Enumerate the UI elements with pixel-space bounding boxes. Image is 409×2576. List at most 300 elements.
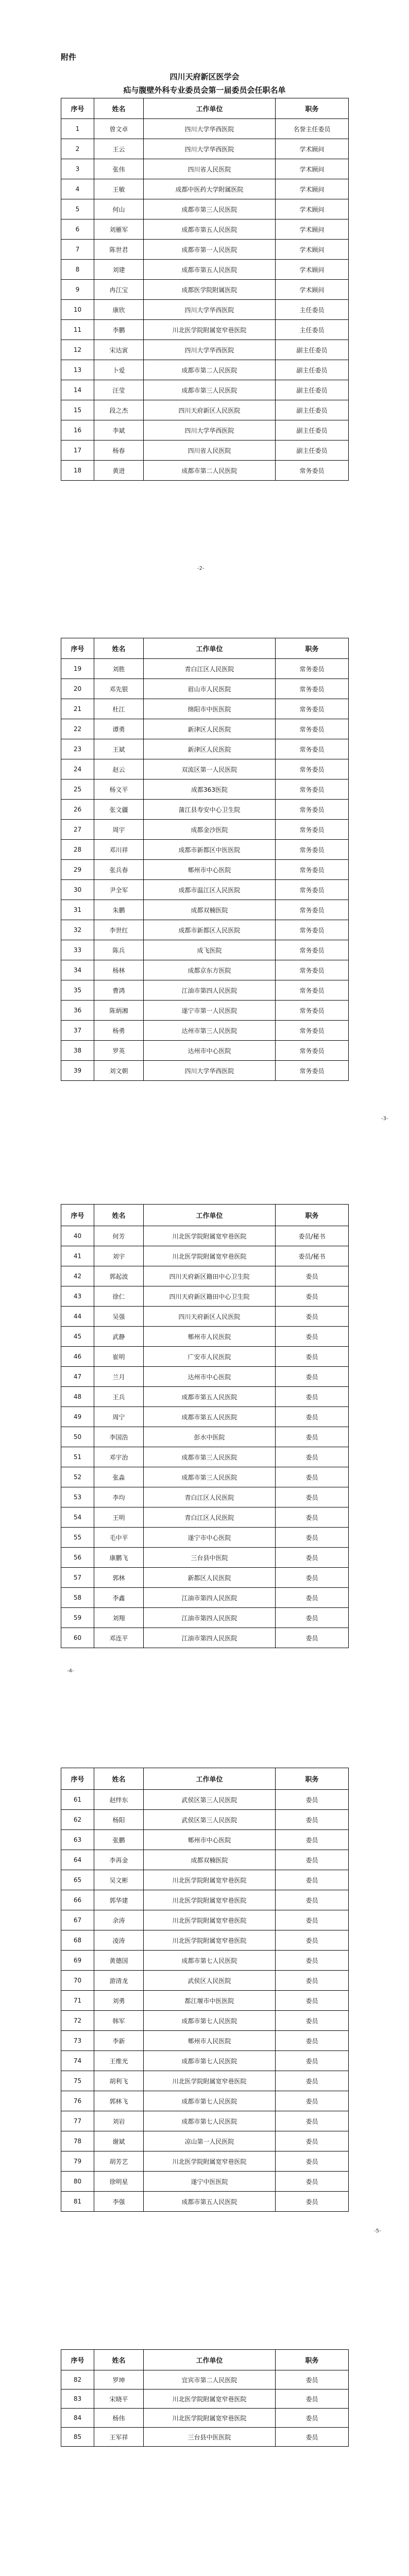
cell-seq: 10 (61, 300, 94, 320)
cell-name: 朱鹏 (94, 900, 144, 920)
table-row (61, 960, 349, 980)
cell-name: 赵绊东 (94, 1790, 144, 1810)
cell-seq: 58 (61, 1588, 94, 1608)
cell-unit: 川北医学院附属宽窄巷医院 (144, 2151, 276, 2172)
cell-name: 张淼 (94, 1467, 144, 1487)
cell-name: 宋达寅 (94, 340, 144, 360)
cell-role: 委员 (276, 1266, 349, 1286)
cell-role: 委员 (276, 1387, 349, 1407)
cell-role: 委员 (276, 2409, 349, 2428)
cell-unit: 新津区人民医院 (144, 719, 276, 739)
table-row (61, 920, 349, 940)
cell-unit: 四川大学华西医院 (144, 119, 276, 139)
cell-role: 常务委员 (276, 719, 349, 739)
cell-name: 刘文朝 (94, 1061, 144, 1081)
cell-name: 刘勇 (94, 1991, 144, 2011)
cell-name: 郭林飞 (94, 2091, 144, 2111)
table-row (61, 2192, 349, 2212)
cell-seq: 52 (61, 1467, 94, 1487)
table-row (61, 1286, 349, 1307)
cell-seq: 83 (61, 2389, 94, 2409)
cell-role: 委员 (276, 1608, 349, 1628)
cell-unit: 三台县中医院 (144, 1548, 276, 1568)
cell-seq: 29 (61, 860, 94, 880)
cell-name: 郭华建 (94, 1890, 144, 1910)
cell-unit: 成都市第三人民医院 (144, 380, 276, 400)
cell-role: 委员 (276, 1810, 349, 1830)
table-row (61, 1850, 349, 1870)
cell-seq: 21 (61, 699, 94, 719)
table-row (61, 2370, 349, 2389)
cell-seq: 66 (61, 1890, 94, 1910)
cell-unit: 遂宁市第一人民医院 (144, 1001, 276, 1021)
cell-role: 常务委员 (276, 900, 349, 920)
cell-seq: 1 (61, 119, 94, 139)
table-row (61, 1021, 349, 1041)
cell-name: 李斌 (94, 420, 144, 440)
cell-unit: 遂宁中医医院 (144, 2172, 276, 2192)
cell-name: 周宁 (94, 1407, 144, 1427)
cell-role: 委员 (276, 1447, 349, 1467)
cell-seq: 81 (61, 2192, 94, 2212)
cell-role: 委员 (276, 1991, 349, 2011)
cell-role: 常务委员 (276, 739, 349, 759)
cell-seq: 42 (61, 1266, 94, 1286)
cell-seq: 19 (61, 659, 94, 679)
cell-seq: 46 (61, 1347, 94, 1367)
cell-seq: 55 (61, 1528, 94, 1548)
cell-role: 学术顾问 (276, 199, 349, 219)
cell-name: 余涛 (94, 1910, 144, 1930)
table-row (61, 699, 349, 719)
cell-unit: 川北医学院附属宽窄巷医院 (144, 2409, 276, 2428)
table-row (61, 659, 349, 679)
cell-seq: 30 (61, 880, 94, 900)
cell-role: 委员 (276, 1507, 349, 1528)
cell-role: 副主任委员 (276, 420, 349, 440)
table-row (61, 2409, 349, 2428)
cell-unit: 川北医学院附属宽窄巷医院 (144, 2071, 276, 2091)
cell-seq: 20 (61, 679, 94, 699)
cell-name: 胡利飞 (94, 2071, 144, 2091)
cell-name: 陈世君 (94, 240, 144, 260)
cell-name: 游清龙 (94, 1971, 144, 1991)
cell-unit: 江油市第四人民医院 (144, 1588, 276, 1608)
cell-seq: 17 (61, 440, 94, 461)
cell-unit: 三台县中医医院 (144, 2428, 276, 2447)
cell-role: 常务委员 (276, 800, 349, 820)
table-row (61, 1487, 349, 1507)
table-row (61, 759, 349, 779)
cell-role: 常务委员 (276, 779, 349, 800)
roster-table-page-2 (61, 638, 349, 1081)
table-row (61, 2071, 349, 2091)
cell-unit: 四川天府新区人民医院 (144, 1307, 276, 1327)
cell-role: 常务委员 (276, 940, 349, 960)
table-row (61, 119, 349, 139)
table-row (61, 2031, 349, 2051)
cell-seq: 76 (61, 2091, 94, 2111)
cell-role: 委员 (276, 2389, 349, 2409)
cell-name: 尹全军 (94, 880, 144, 900)
cell-unit: 成都市第七人民医院 (144, 2011, 276, 2031)
table-row (61, 1427, 349, 1447)
cell-name: 张兵春 (94, 860, 144, 880)
cell-seq: 64 (61, 1850, 94, 1870)
cell-unit: 蒲江县寿安中心卫生院 (144, 800, 276, 820)
table-row (61, 159, 349, 179)
cell-name: 杨春 (94, 440, 144, 461)
cell-seq: 51 (61, 1447, 94, 1467)
cell-unit: 青白江区人民医院 (144, 659, 276, 679)
cell-name: 段之杰 (94, 400, 144, 420)
cell-unit: 郫州市人民医院 (144, 2031, 276, 2051)
column-header-unit: 工作单位 (144, 1205, 276, 1226)
attachment-label: 附件 (61, 53, 77, 62)
cell-seq: 82 (61, 2370, 94, 2389)
table-row (61, 1910, 349, 1930)
table-row (61, 840, 349, 860)
cell-name: 李均 (94, 1487, 144, 1507)
cell-name: 何山 (94, 199, 144, 219)
cell-name: 王云 (94, 139, 144, 159)
table-row (61, 1930, 349, 1951)
page-number: -3- (381, 1116, 388, 1122)
cell-unit: 四川大学华西医院 (144, 139, 276, 159)
cell-unit: 成都363医院 (144, 779, 276, 800)
cell-unit: 成都市第五人民医院 (144, 1387, 276, 1407)
cell-unit: 四川省人民医院 (144, 159, 276, 179)
cell-unit: 绵阳市中医医院 (144, 699, 276, 719)
cell-name: 邓先银 (94, 679, 144, 699)
cell-role: 副主任委员 (276, 340, 349, 360)
table-row (61, 199, 349, 219)
table-row (61, 1061, 349, 1081)
table-row (61, 1890, 349, 1910)
table-row (61, 1830, 349, 1850)
cell-role: 副主任委员 (276, 440, 349, 461)
cell-name: 韩军 (94, 2011, 144, 2031)
cell-role: 常务委员 (276, 461, 349, 481)
cell-name: 卜爱 (94, 360, 144, 380)
page-number: -2- (197, 566, 204, 571)
column-header-role: 职务 (276, 1768, 349, 1790)
cell-name: 刘胜 (94, 659, 144, 679)
table-row (61, 1608, 349, 1628)
cell-seq: 15 (61, 400, 94, 420)
cell-unit: 江油市第四人民医院 (144, 1608, 276, 1628)
table-row (61, 300, 349, 320)
cell-unit: 成都市第七人民医院 (144, 2051, 276, 2071)
column-header-role: 职务 (276, 2350, 349, 2370)
cell-name: 曹鸿 (94, 980, 144, 1001)
cell-unit: 四川大学华西医院 (144, 340, 276, 360)
cell-unit: 都江堰市中医医院 (144, 1991, 276, 2011)
cell-name: 杨文平 (94, 779, 144, 800)
cell-role: 常务委员 (276, 920, 349, 940)
cell-name: 曾文卓 (94, 119, 144, 139)
cell-name: 刘建 (94, 260, 144, 280)
table-row (61, 380, 349, 400)
cell-seq: 73 (61, 2031, 94, 2051)
cell-name: 郭起波 (94, 1266, 144, 1286)
cell-unit: 凉山第一人民医院 (144, 2131, 276, 2151)
cell-seq: 47 (61, 1367, 94, 1387)
cell-role: 常务委员 (276, 1021, 349, 1041)
cell-seq: 27 (61, 820, 94, 840)
cell-name: 李鑫 (94, 1588, 144, 1608)
cell-role: 副主任委员 (276, 400, 349, 420)
cell-seq: 16 (61, 420, 94, 440)
cell-name: 李国浩 (94, 1427, 144, 1447)
cell-unit: 四川天府新区籍田中心卫生院 (144, 1286, 276, 1307)
cell-unit: 江油市第四人民医院 (144, 1628, 276, 1648)
cell-name: 张鹏 (94, 1830, 144, 1850)
cell-unit: 眉山市人民医院 (144, 679, 276, 699)
cell-seq: 69 (61, 1951, 94, 1971)
cell-seq: 6 (61, 219, 94, 240)
table-header-row (61, 2350, 349, 2370)
cell-seq: 61 (61, 1790, 94, 1810)
table-row (61, 260, 349, 280)
cell-name: 吴文彬 (94, 1870, 144, 1890)
cell-seq: 63 (61, 1830, 94, 1850)
cell-seq: 23 (61, 739, 94, 759)
table-row (61, 1971, 349, 1991)
cell-name: 刘翔 (94, 1608, 144, 1628)
cell-seq: 41 (61, 1246, 94, 1266)
table-row (61, 280, 349, 300)
cell-role: 学术顾问 (276, 280, 349, 300)
table-row (61, 679, 349, 699)
cell-seq: 68 (61, 1930, 94, 1951)
table-row (61, 2151, 349, 2172)
cell-unit: 四川天府新区人民医院 (144, 400, 276, 420)
cell-role: 委员 (276, 1307, 349, 1327)
cell-seq: 74 (61, 2051, 94, 2071)
column-header-unit: 工作单位 (144, 1768, 276, 1790)
table-row (61, 1790, 349, 1810)
cell-unit: 成都市第五人民医院 (144, 219, 276, 240)
cell-role: 主任委员 (276, 300, 349, 320)
roster-table-page-3 (61, 1204, 349, 1648)
table-header-row (61, 1205, 349, 1226)
cell-role: 委员 (276, 1327, 349, 1347)
cell-name: 徐明星 (94, 2172, 144, 2192)
cell-seq: 7 (61, 240, 94, 260)
cell-role: 常务委员 (276, 1001, 349, 1021)
table-row (61, 1347, 349, 1367)
cell-role: 委员 (276, 1870, 349, 1890)
table-row (61, 1467, 349, 1487)
cell-unit: 成都双楠医院 (144, 1850, 276, 1870)
column-header-unit: 工作单位 (144, 2350, 276, 2370)
cell-name: 杨阳 (94, 1810, 144, 1830)
cell-unit: 成都市第五人民医院 (144, 260, 276, 280)
cell-name: 何芳 (94, 1226, 144, 1246)
cell-name: 王维光 (94, 2051, 144, 2071)
cell-role: 委员 (276, 1890, 349, 1910)
cell-name: 赵云 (94, 759, 144, 779)
cell-name: 罗英 (94, 1041, 144, 1061)
cell-role: 委员 (276, 1427, 349, 1447)
cell-unit: 四川大学华西医院 (144, 300, 276, 320)
cell-seq: 53 (61, 1487, 94, 1507)
cell-unit: 成都市新都区人民医院 (144, 920, 276, 940)
cell-unit: 达州市中心医院 (144, 1041, 276, 1061)
table-row (61, 1870, 349, 1890)
column-header-unit: 工作单位 (144, 638, 276, 659)
cell-unit: 郫州市中心医院 (144, 860, 276, 880)
cell-name: 李世红 (94, 920, 144, 940)
cell-name: 吴强 (94, 1307, 144, 1327)
table-row (61, 2428, 349, 2447)
cell-seq: 24 (61, 759, 94, 779)
cell-unit: 新津区人民医院 (144, 739, 276, 759)
cell-seq: 2 (61, 139, 94, 159)
cell-role: 委员 (276, 1628, 349, 1648)
column-header-seq: 序号 (61, 2350, 94, 2370)
cell-name: 杜江 (94, 699, 144, 719)
cell-name: 黄德国 (94, 1951, 144, 1971)
table-row (61, 1568, 349, 1588)
document-title-roster: 疝与腹壁外科专业委员会第一届委员会任职名单 (123, 86, 286, 95)
cell-name: 李新 (94, 2031, 144, 2051)
table-row (61, 340, 349, 360)
cell-unit: 武侯区第三人民医院 (144, 1810, 276, 1830)
table-row (61, 461, 349, 481)
page-number: -4- (67, 1668, 74, 1674)
cell-unit: 成都市第七人民医院 (144, 1951, 276, 1971)
table-row (61, 900, 349, 920)
table-row (61, 139, 349, 159)
cell-name: 陈炳湘 (94, 1001, 144, 1021)
cell-role: 常务委员 (276, 880, 349, 900)
cell-unit: 宜宾市第二人民医院 (144, 2370, 276, 2389)
cell-unit: 成都市第五人民医院 (144, 2192, 276, 2212)
column-header-seq: 序号 (61, 1205, 94, 1226)
column-header-seq: 序号 (61, 98, 94, 119)
column-header-name: 姓名 (94, 1205, 144, 1226)
cell-name: 康鹏飞 (94, 1548, 144, 1568)
cell-name: 邓宇治 (94, 1447, 144, 1467)
table-row (61, 820, 349, 840)
cell-unit: 彭水中医院 (144, 1427, 276, 1447)
cell-seq: 25 (61, 779, 94, 800)
cell-unit: 青白江区人民医院 (144, 1507, 276, 1528)
cell-role: 主任委员 (276, 320, 349, 340)
cell-role: 常务委员 (276, 860, 349, 880)
cell-name: 王兵 (94, 1387, 144, 1407)
cell-unit: 成都市第三人民医院 (144, 199, 276, 219)
table-row (61, 940, 349, 960)
cell-name: 崔明 (94, 1347, 144, 1367)
cell-unit: 达州市第三人民医院 (144, 1021, 276, 1041)
cell-seq: 36 (61, 1001, 94, 1021)
cell-seq: 22 (61, 719, 94, 739)
cell-role: 学术顾问 (276, 139, 349, 159)
table-row (61, 1307, 349, 1327)
cell-seq: 71 (61, 1991, 94, 2011)
cell-role: 委员 (276, 2051, 349, 2071)
cell-name: 李再金 (94, 1850, 144, 1870)
cell-role: 常务委员 (276, 699, 349, 719)
table-row (61, 1246, 349, 1266)
cell-name: 李强 (94, 2192, 144, 2212)
table-row (61, 240, 349, 260)
cell-name: 凌涛 (94, 1930, 144, 1951)
cell-seq: 39 (61, 1061, 94, 1081)
cell-unit: 成都市新都区中医医院 (144, 840, 276, 860)
table-header-row (61, 638, 349, 659)
cell-role: 委员 (276, 1528, 349, 1548)
cell-role: 委员 (276, 1850, 349, 1870)
cell-role: 常务委员 (276, 1061, 349, 1081)
table-row (61, 880, 349, 900)
cell-name: 刘雁军 (94, 219, 144, 240)
cell-role: 委员 (276, 2172, 349, 2192)
cell-role: 委员 (276, 1790, 349, 1810)
cell-unit: 川北医学院附属宽窄巷医院 (144, 1890, 276, 1910)
cell-role: 委员 (276, 2111, 349, 2131)
column-header-name: 姓名 (94, 98, 144, 119)
cell-role: 委员/秘书 (276, 1246, 349, 1266)
cell-unit: 成都市第七人民医院 (144, 2091, 276, 2111)
cell-seq: 54 (61, 1507, 94, 1528)
cell-seq: 43 (61, 1286, 94, 1307)
cell-unit: 成都市第七人民医院 (144, 2111, 276, 2131)
cell-role: 常务委员 (276, 759, 349, 779)
cell-seq: 79 (61, 2151, 94, 2172)
cell-seq: 34 (61, 960, 94, 980)
cell-role: 常务委员 (276, 679, 349, 699)
table-header-row (61, 98, 349, 119)
cell-seq: 8 (61, 260, 94, 280)
cell-name: 毛中平 (94, 1528, 144, 1548)
cell-role: 常务委员 (276, 840, 349, 860)
table-row (61, 1327, 349, 1347)
cell-name: 李鹏 (94, 320, 144, 340)
cell-unit: 成都金沙医院 (144, 820, 276, 840)
cell-seq: 37 (61, 1021, 94, 1041)
cell-name: 谭勇 (94, 719, 144, 739)
table-row (61, 1951, 349, 1971)
cell-role: 常务委员 (276, 1041, 349, 1061)
cell-seq: 48 (61, 1387, 94, 1407)
cell-unit: 成飞医院 (144, 940, 276, 960)
cell-seq: 44 (61, 1307, 94, 1327)
cell-seq: 49 (61, 1407, 94, 1427)
cell-role: 委员 (276, 1548, 349, 1568)
cell-role: 副主任委员 (276, 360, 349, 380)
cell-name: 王斌 (94, 739, 144, 759)
cell-unit: 川北医学院附属宽窄巷医院 (144, 320, 276, 340)
cell-name: 杨伟 (94, 2409, 144, 2428)
cell-role: 委员 (276, 2192, 349, 2212)
cell-role: 学术顾问 (276, 159, 349, 179)
cell-seq: 56 (61, 1548, 94, 1568)
cell-unit: 川北医学院附属宽窄巷医院 (144, 2389, 276, 2409)
cell-seq: 60 (61, 1628, 94, 1648)
table-row (61, 2051, 349, 2071)
cell-role: 常务委员 (276, 820, 349, 840)
table-row (61, 2131, 349, 2151)
table-row (61, 1407, 349, 1427)
cell-role: 委员 (276, 1407, 349, 1427)
cell-seq: 13 (61, 360, 94, 380)
cell-unit: 武侯区人民医院 (144, 1971, 276, 1991)
column-header-role: 职务 (276, 98, 349, 119)
